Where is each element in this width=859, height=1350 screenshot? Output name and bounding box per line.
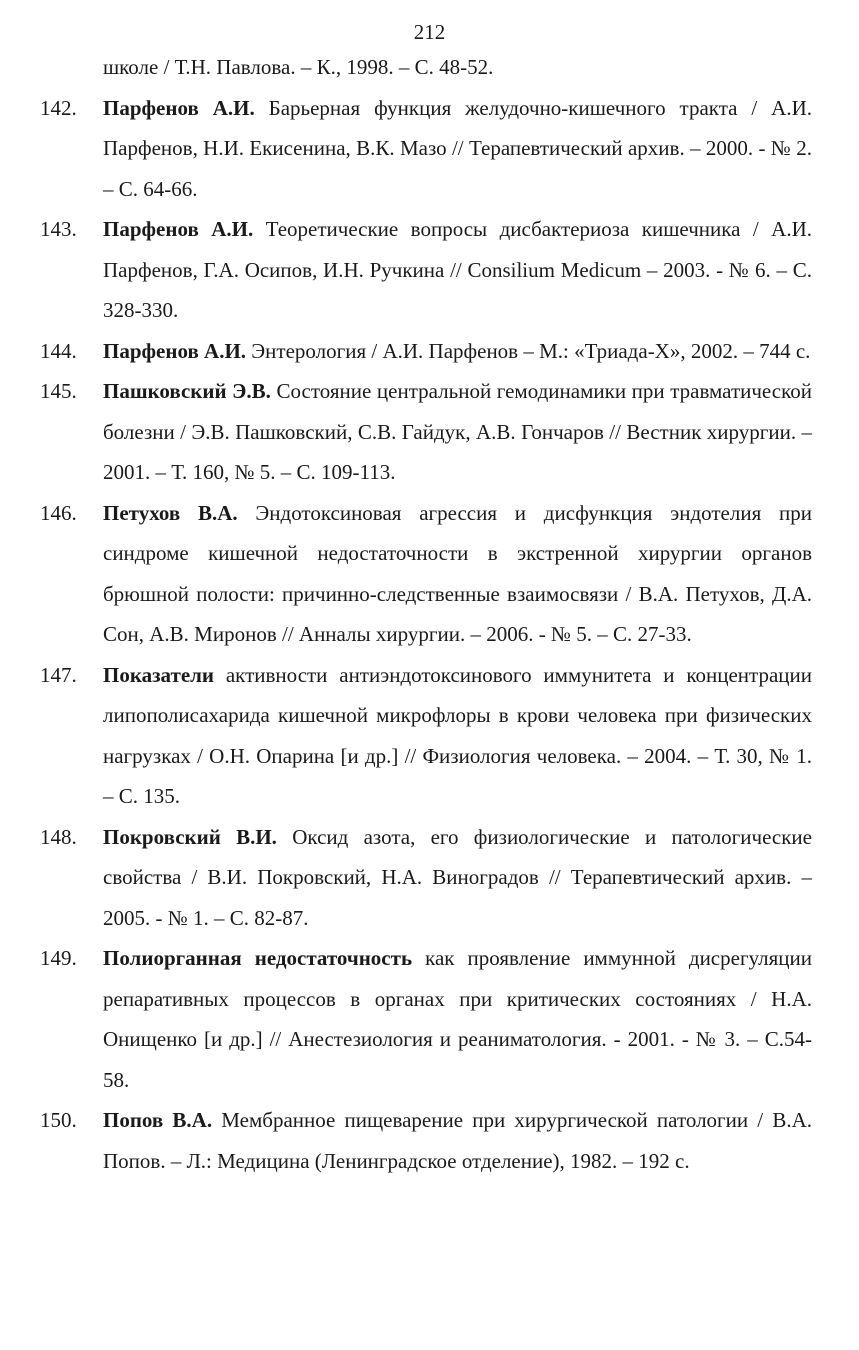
reference-text: как проявление иммунной дисрегуляции репаративных процессов в органах при критических состояниях / Н.А. Онищенко [и др.] // Анестезиология и реаниматология. - 2001. - № 3. – С.54-58.: [103, 946, 812, 1092]
reference-item: [0, 655, 812, 817]
reference-number: 150.: [40, 1108, 77, 1132]
reference-author: Петухов В.А.: [103, 500, 238, 525]
reference-item: [0, 371, 812, 493]
reference-author: Покровский В.И.: [103, 824, 277, 849]
reference-author: Парфенов А.И.: [103, 217, 254, 241]
reference-continuation: школе / Т.Н. Павлова. – К., 1998. – С. 48-52.: [103, 55, 494, 79]
reference-text: Барьерная функция желудочно-кишечного тракта / А.И. Парфенов, Н.И. Екисенина, В.К. Мазо // Терапевтический архив. – 2000. - № 2. – С. 64-66.: [103, 95, 812, 201]
reference-item: [0, 209, 812, 331]
reference-number: 148.: [40, 824, 77, 849]
reference-text: активности антиэндотоксинового иммунитета и концентрации липополисахарида кишечной микрофлоры в крови человека при физических нагрузках / О.Н. Опарина [и др.] // Физиология человека. – 2004. – Т. 30, № 1. – С. 135.: [103, 662, 812, 808]
reference-item: [0, 1100, 812, 1181]
reference-author: Парфенов А.И.: [103, 338, 247, 363]
reference-list: [0, 47, 859, 1181]
reference-text: Эндотоксиновая агрессия и дисфункция эндотелия при синдроме кишечной недостаточности в экстренной хирургии органов брюшной полости: причинно-следственные взаимосвязи / В.А. Петухов, Д.А. Сон, А.В. Миронов // Анналы хирургии. – 2006. - № 5. – С. 27-33.: [103, 500, 812, 646]
reference-text: Мембранное пищеварение при хирургической патологии / В.А. Попов. – Л.: Медицина (Ленинградское отделение), 1982. – 192 с.: [103, 1108, 812, 1173]
reference-number: 149.: [40, 946, 77, 970]
reference-item: [0, 331, 812, 372]
reference-number: 144.: [40, 338, 77, 363]
reference-text: Состояние центральной гемодинамики при травматической болезни / Э.В. Пашковский, С.В. Гайдук, А.В. Гончаров // Вестник хирургии. – 2001. – Т. 160, № 5. – С. 109-113.: [103, 379, 812, 484]
reference-item: [0, 938, 812, 1100]
reference-author: Показатели: [103, 662, 215, 687]
reference-number: 146.: [40, 500, 77, 525]
reference-item: [0, 493, 812, 655]
reference-author: Парфенов А.И.: [103, 95, 255, 120]
reference-number: 145.: [40, 379, 77, 403]
reference-number: 147.: [40, 662, 77, 687]
reference-number: 143.: [40, 217, 77, 241]
page-number: 212: [413, 20, 446, 44]
reference-item: [0, 88, 812, 210]
reference-text: Теоретические вопросы дисбактериоза кишечника / А.И. Парфенов, Г.А. Осипов, И.Н. Ручкина // Consilium Medicum – 2003. - № 6. – С. 328-330.: [103, 217, 812, 322]
reference-item: [0, 817, 812, 939]
reference-author: Полиорганная недостаточность: [103, 946, 413, 970]
reference-author: Попов В.А.: [103, 1108, 213, 1132]
reference-author: Пашковский Э.В.: [103, 379, 271, 403]
reference-text: Энтерология / А.И. Парфенов – М.: «Триада-Х», 2002. – 744 с.: [246, 338, 811, 363]
reference-text: Оксид азота, его физиологические и патологические свойства / В.И. Покровский, Н.А. Виноградов // Терапевтический архив. – 2005. - № 1. – С. 82-87.: [103, 824, 812, 930]
reference-number: 142.: [40, 95, 77, 120]
